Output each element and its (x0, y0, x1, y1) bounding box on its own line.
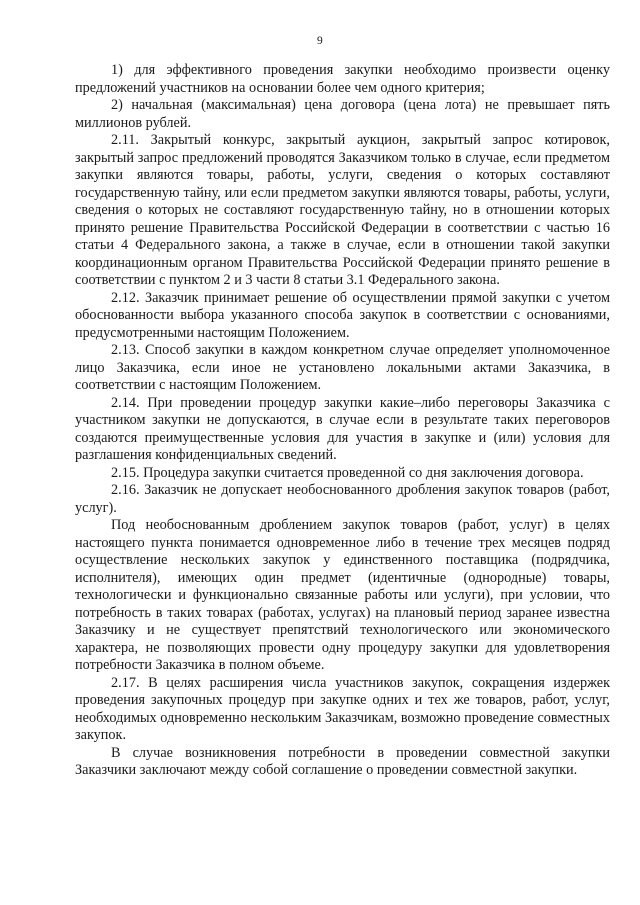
paragraph-clause-2-17: 2.17. В целях расширения числа участников закупок, сокращения издержек проведения закупочных процедур при закупке одних и тех же товаров, работ, услуг, необходимых одновременно нескольким Заказчикам, возможно проведение совместных закупок. (75, 674, 610, 743)
page-number: 9 (316, 35, 324, 47)
paragraph-item-2: 2) начальная (максимальная) цена договора (цена лота) не превышает пять миллионов рублей. (75, 97, 610, 131)
paragraph-item-1: 1) для эффективного проведения закупки необходимо произвести оценку предложений участников на основании более чем одного критерия; (75, 62, 610, 96)
paragraph-clause-2-16-detail: Под необоснованным дроблением закупок товаров (работ, услуг) в целях настоящего пункта понимается одновременное либо в течение трех месяцев подряд осуществление нескольких закупок у единственного поставщика (подрядчика, исполнителя), имеющих один предмет (идентичные (однородные) товары, технологически и функционально связанные работы или услуги), при условии, что потребность в таких товарах (работах, услугах) на плановый период заранее известна Заказчику и не существует препятствий технологического или экономического характера, не позволяющих провести одну процедуру закупки для удовлетворения потребности Заказчика в полном объеме. (75, 517, 610, 673)
paragraph-clause-2-15: 2.15. Процедура закупки считается проведенной со дня заключения договора. (111, 464, 584, 481)
paragraph-clause-2-17-detail: В случае возникновения потребности в проведении совместной закупки Заказчики заключают между собой соглашение о проведении совместной закупки. (75, 744, 610, 778)
paragraph-clause-2-12: 2.12. Заказчик принимает решение об осуществлении прямой закупки с учетом обоснованности выбора указанного способа закупок в соответствии с основаниями, предусмотренными настоящим Положением. (75, 289, 610, 341)
paragraph-clause-2-16: 2.16. Заказчик не допускает необоснованного дробления закупок товаров (работ, услуг). (75, 482, 610, 516)
paragraph-clause-2-11: 2.11. Закрытый конкурс, закрытый аукцион, закрытый запрос котировок, закрытый запрос предложений проводятся Заказчиком только в случае, если предметом закупки являются товары, работы, услуги, сведения о которых составляют государственную тайну, или если предметом закупки являются товары, работы, услуги, сведения о которых не составляют государственную тайну, но в отношении которых принято решение Правительства Российской Федерации в соответствии с частью 16 статьи 4 Федерального закона, а также в случае, если в отношении такой закупки координационным органом Правительства Российской Федерации принято решение в соответствии с пунктом 2 и 3 части 8 статьи 3.1 Федерального закона. (75, 132, 610, 288)
document-body (75, 62, 610, 780)
paragraph-clause-2-13: 2.13. Способ закупки в каждом конкретном случае определяет уполномоченное лицо Заказчика, если иное не установлено локальными актами Заказчика, в соответствии с настоящим Положением. (75, 342, 610, 393)
paragraph-clause-2-14: 2.14. При проведении процедур закупки какие–либо переговоры Заказчика с участником закупки не допускаются, в случае если в результате таких переговоров создаются преимущественные условия для участия в закупке и (или) условия для разглашения конфиденциальных сведений. (75, 394, 610, 463)
